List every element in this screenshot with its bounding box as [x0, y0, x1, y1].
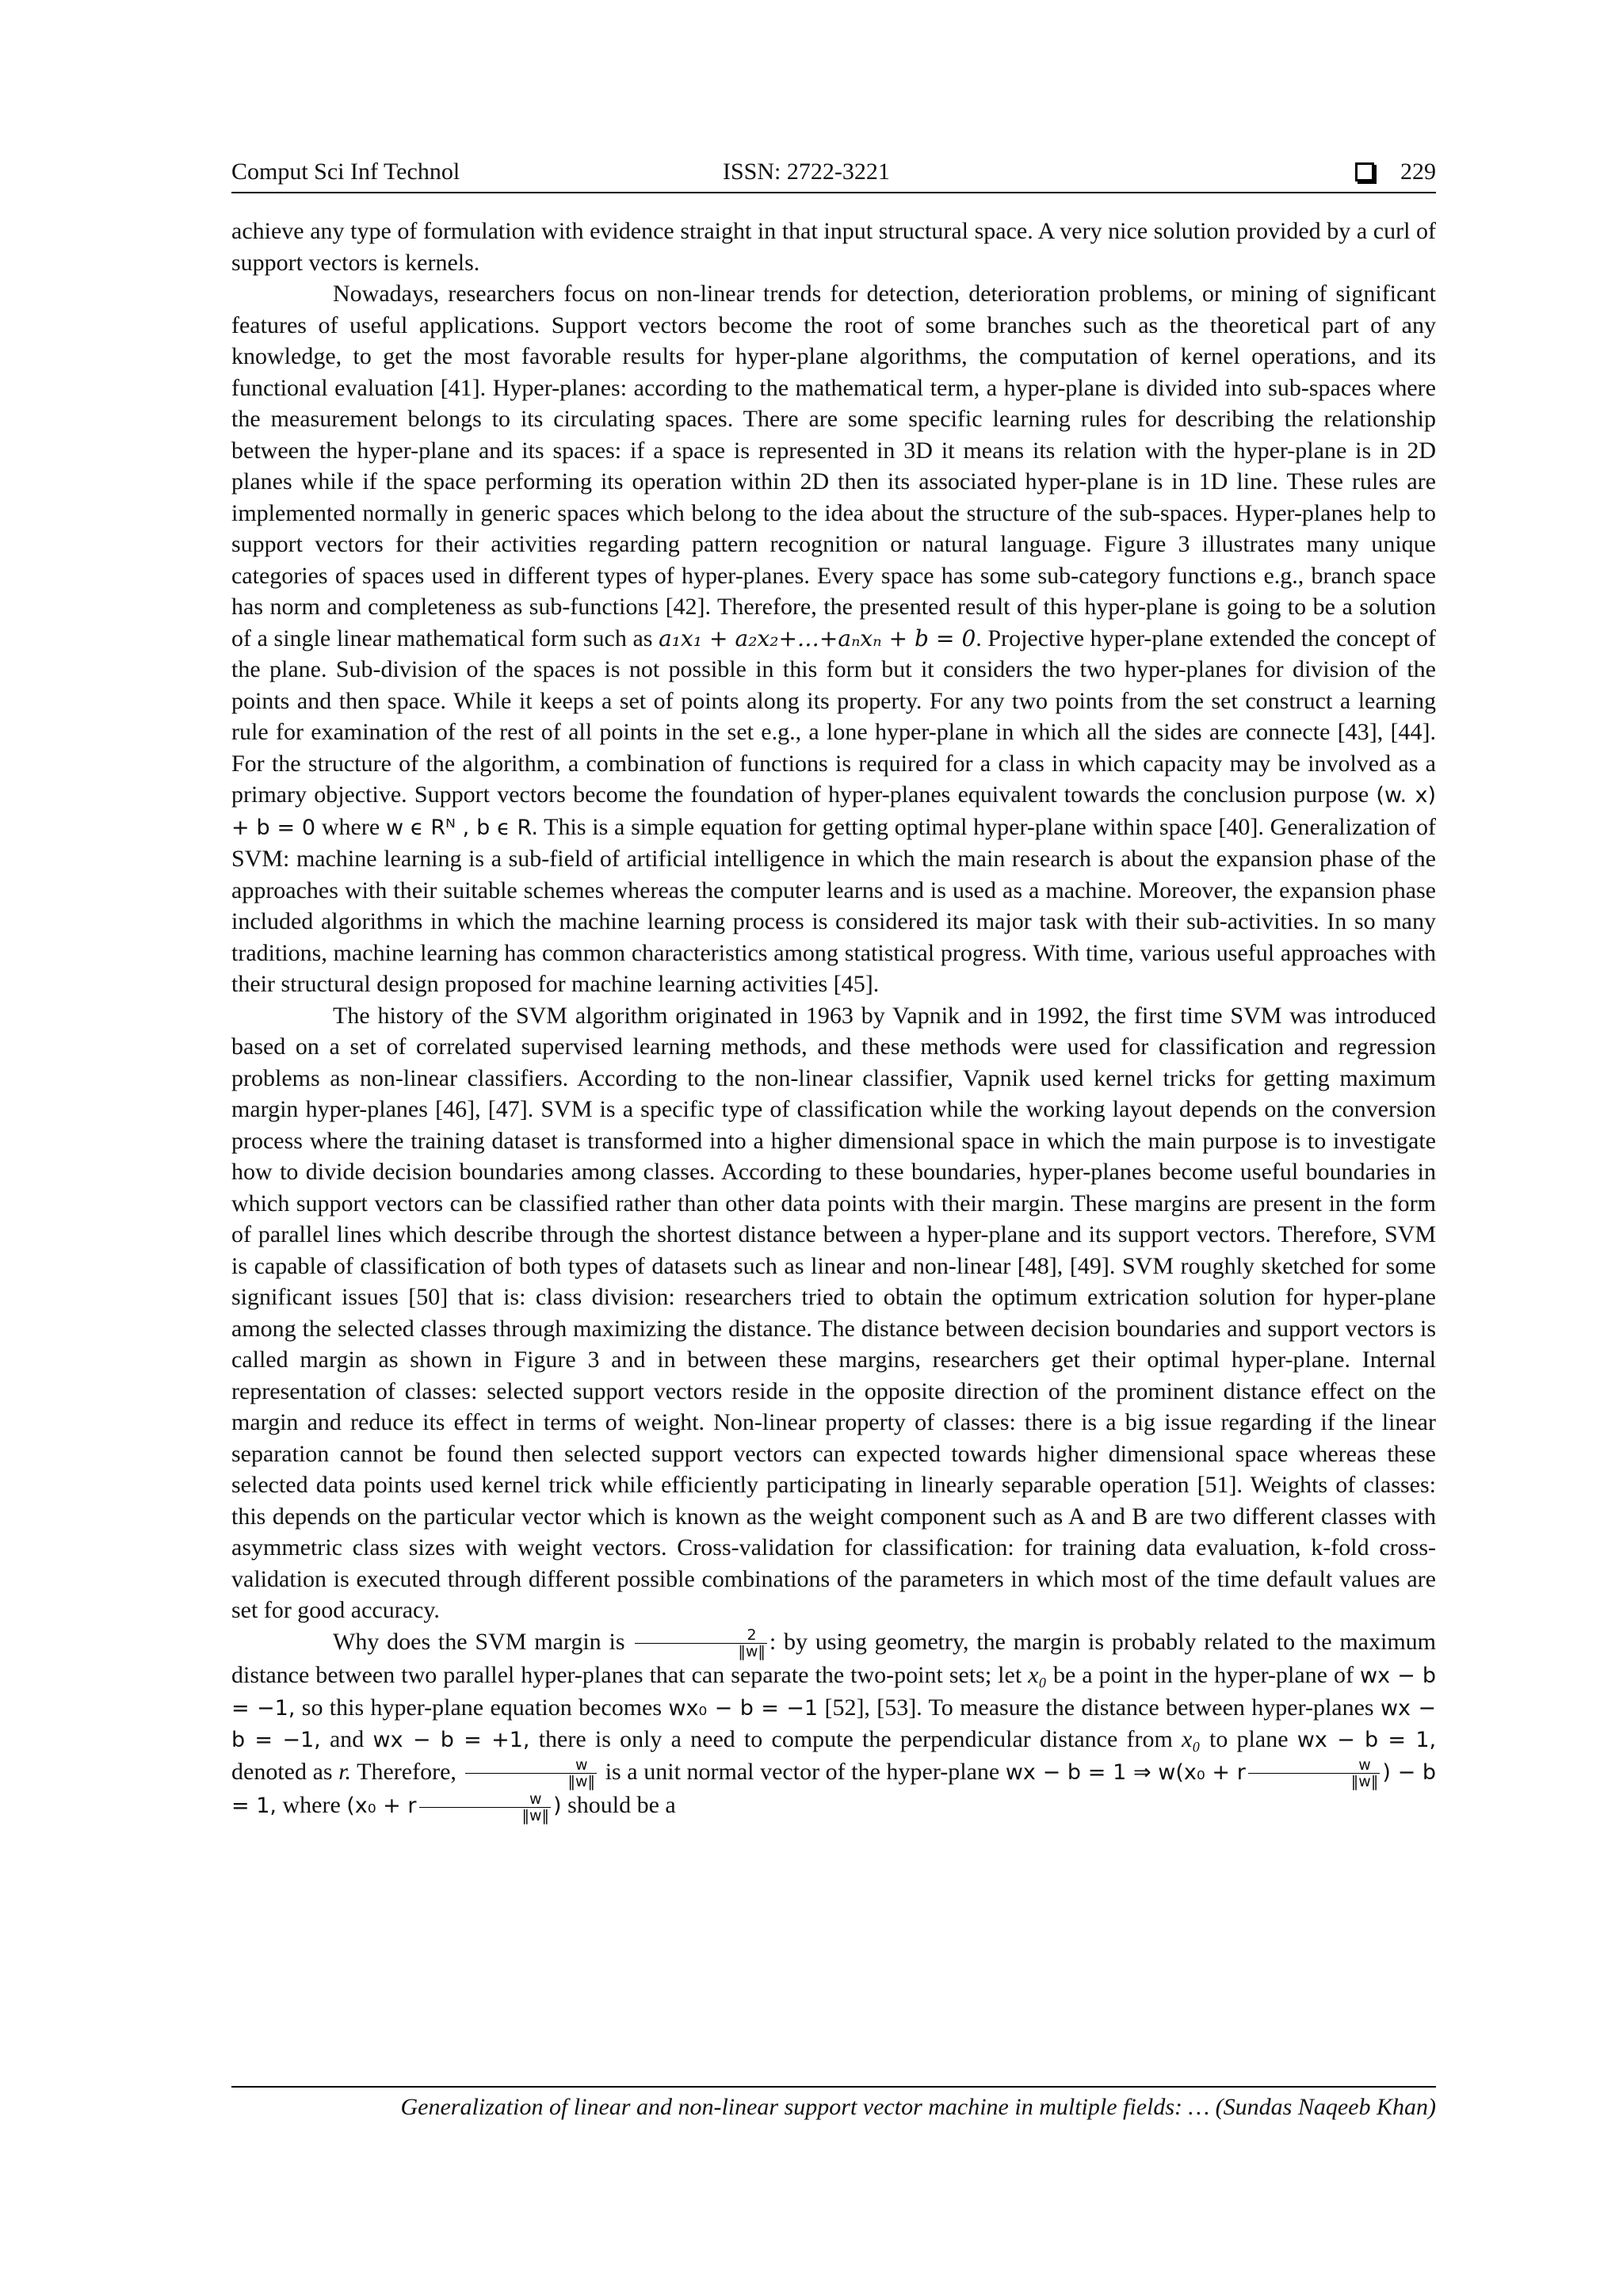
- equation-hyperplane-plus: wx − b = +1,: [372, 1728, 530, 1753]
- domain-equation: w ϵ Rᴺ , b ϵ R.: [385, 815, 538, 840]
- derivation-fraction: [1248, 1757, 1381, 1790]
- journal-name: Comput Sci Inf Technol: [231, 159, 460, 185]
- paragraph-4-text-e: [52], [53]. To measure the distance between hyper-planes: [824, 1694, 1374, 1721]
- paragraph-2-text-a: Nowadays, researchers focus on non-linear trends for detection, deterioration problems, or mining of significant features of useful applications. Support vectors become the root of some branches such as the theoretical part of any knowledge, to get the most favorable results for hyper-plane algorithms, the computation of kernel operations, and its functional evaluation [41]. Hyper-planes: according to the mathematical term, a hyper-plane is divided into sub-spaces where the measurement belongs to its circulating spaces. There are some specific learning rules for describing the relationship between the hyper-plane and its spaces: if a space is represented in 3D it means its relation with the hyper-plane is in 2D planes while if the space performing its operation within 2D then its associated hyper-plane is in 1D line. These rules are implemented normally in generic spaces which belong to the idea about the structure of the sub-spaces. Hyper-planes help to support vectors for their activities regarding pattern recognition or natural language. Figure 3 illustrates many unique categories of spaces used in different types of hyper-planes. Every space has some sub-category functions e.g., branch space has norm and completeness as sub-functions [42]. Therefore, the presented result of this hyper-plane is going to be a solution of a single linear mathematical form such as: [231, 281, 1436, 651]
- paragraph-2-text-b: . Projective hyper-plane extended the concept of the plane. Sub-division of the spaces is not possible in this form but it considers the two hyper-planes for division of the points and then space. While it keeps a set of points along its property. For any two points from the set construct a learning rule for examination of the rest of all points in the set e.g., a lone hyper-plane in which all the sides are connecte [43], [44]. For the structure of the algorithm, a combination of functions is required for a class in which capacity may be involved as a primary objective. Support vectors become the foundation of hyper-planes equivalent towards the conclusion purpose: [231, 625, 1436, 808]
- margin-fraction: [635, 1627, 767, 1660]
- fraction-denominator: ‖w‖: [567, 1773, 596, 1791]
- equation-point: (x₀ + r: [346, 1794, 417, 1819]
- issn-label: ISSN: 2722-3221: [723, 159, 890, 185]
- variable-x0: x₀: [1028, 1662, 1047, 1689]
- fraction-numerator: w: [465, 1757, 598, 1774]
- paragraph-2: [231, 278, 1436, 1000]
- linear-form-equation: a₁x₁ + a₂x₂+…+aₙxₙ + b = 0: [659, 625, 976, 651]
- page-footer: Generalization of linear and non-linear support vector machine in multiple fields: … (Sundas Naqeeb Khan): [231, 2086, 1436, 2121]
- paragraph-4-text-i: denoted as: [231, 1758, 333, 1785]
- fraction-numerator: 2: [635, 1627, 767, 1644]
- equation-derivation-end: ) − b = 1,: [231, 1759, 1437, 1819]
- equation-x0-hyperplane: wx₀ − b = −1: [668, 1695, 819, 1721]
- fraction-denominator: ‖w‖: [1350, 1773, 1379, 1791]
- paragraph-4-text-a: Why does the SVM margin is: [333, 1628, 625, 1655]
- paragraph-2-text-d: This is a simple equation for getting optimal hyper-plane within space [40]. Generalization of SVM: machine learning is a sub-field of artificial intelligence in which the main research is about the expansion phase of the approaches with their suitable schemes whereas the computer learns and is used as a machine. Moreover, the expansion phase included algorithms in which the machine learning process is considered its major task with their sub-activities. In so many traditions, machine learning has common characteristics among statistical progress. With time, various useful approaches with their structural design proposed for machine learning activities [45].: [231, 813, 1437, 997]
- body-text: [231, 216, 1436, 1824]
- paragraph-4-text-f: and: [329, 1726, 365, 1753]
- equation-derivation: wx − b = 1 ⇒ w(x₀ + r: [1005, 1759, 1246, 1785]
- paragraph-4: [231, 1626, 1436, 1824]
- variable-r: r.: [338, 1758, 352, 1785]
- paragraph-2-text-c: where: [321, 813, 380, 840]
- fraction-numerator: w: [1248, 1757, 1381, 1774]
- variable-x0: x₀: [1182, 1726, 1201, 1753]
- point-fraction: [419, 1791, 552, 1824]
- paragraph-1: achieve any type of formulation with evidence straight in that input structural space. A very nice solution provided by a curl of support vectors is kernels.: [231, 218, 1436, 276]
- fraction-numerator: w: [419, 1791, 552, 1808]
- equation-point-end: ): [553, 1794, 562, 1819]
- hyperplane-equation: (w. x) + b = 0: [231, 783, 1436, 840]
- paragraph-4-text-d: so this hyper-plane equation becomes: [301, 1694, 663, 1721]
- paragraph-3: The history of the SVM algorithm originated in 1963 by Vapnik and in 1992, the first time SVM was introduced based on a set of correlated supervised learning methods, and these methods were used for classification and regression problems as non-linear classifiers. According to the non-linear classifier, Vapnik used kernel tricks for getting maximum margin hyper-planes [46], [47]. SVM is a specific type of classification while the working layout depends on the conversion process where the training dataset is transformed into a higher dimensional space in which the main purpose is to investigate how to divide decision boundaries among classes. According to these boundaries, hyper-planes become useful boundaries in which support vectors can be classified rather than other data points with their margin. These margins are present in the form of parallel lines which describe through the shortest distance between a hyper-plane and its support vectors. Therefore, SVM is capable of classification of both types of datasets such as linear and non-linear [48], [49]. SVM roughly sketched for some significant issues [50] that is: class division: researchers tried to obtain the optimum extrication solution for hyper-plane among the selected classes through maximizing the distance. The distance between decision boundaries and support vectors is called margin as shown in Figure 3 and in between these margins, researchers get their optimal hyper-plane. Internal representation of classes: selected support vectors reside in the opposite direction of the prominent distance effect on the margin and reduce its effect in terms of weight. Non-linear property of classes: there is a big issue regarding if the linear separation cannot be found then selected support vectors can expected towards higher dimensional space whereas these selected data points used kernel trick while efficiently participating in linearly separable operation [51]. Weights of classes: this depends on the particular vector which is known as the weight component such as A and B are two different classes with asymmetric class sizes with weight vectors. Cross-validation for classification: for training data evaluation, k-fold cross-validation is executed through different possible combinations of the parameters in which most of the time default values are set for good accuracy.: [231, 1002, 1436, 1623]
- equation-neg-hyperplane: wx − b = −1,: [231, 1664, 1436, 1721]
- paragraph-4-text-h: to plane: [1209, 1726, 1289, 1753]
- paragraph-4-text-l: where: [282, 1792, 341, 1819]
- equation-plane: wx − b = 1,: [1296, 1728, 1437, 1753]
- unit-normal-fraction: [465, 1757, 598, 1790]
- paragraph-4-text-g: there is only a need to compute the perpendicular distance from: [538, 1726, 1173, 1753]
- page-number: 229: [1400, 159, 1436, 185]
- paragraph-4-text-c: be a point in the hyper-plane of: [1052, 1662, 1354, 1689]
- paragraph-4-text-k: is a unit normal vector of the hyper-plane: [605, 1758, 1000, 1785]
- checkbox-square-icon: [1355, 162, 1374, 181]
- paragraph-4-text-m: should be a: [567, 1792, 676, 1819]
- fraction-denominator: ‖w‖: [738, 1643, 766, 1661]
- paragraph-4-text-b: : by using geometry, the margin is probably related to the maximum distance between two parallel hyper-planes that can separate the two-point sets; let: [231, 1628, 1437, 1689]
- paragraph-4-text-j: Therefore,: [357, 1758, 456, 1785]
- fraction-denominator: ‖w‖: [521, 1806, 550, 1824]
- page-header: [231, 155, 1436, 193]
- equation-hyperplane-minus: wx − b = −1,: [231, 1695, 1437, 1753]
